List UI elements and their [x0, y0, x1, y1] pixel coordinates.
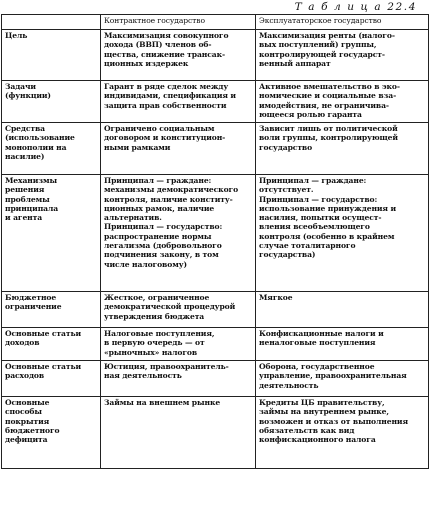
- exploit-cell: Оборона, государственное управление, правоохранительная деятельность: [256, 361, 429, 397]
- exploit-cell: Зависит лишь от политической воли группы, контролирующей государство: [256, 123, 429, 175]
- table-row-mechanisms: [2, 175, 429, 292]
- contract-cell: Займы на внешнем рынке: [101, 397, 256, 469]
- table-row-revenues: [2, 328, 429, 361]
- row-label: Основные способы покрытия бюджетного дефицита: [2, 397, 101, 469]
- header-cell-empty: [2, 15, 101, 30]
- row-label: Механизмы решения проблемы принципала и агента: [2, 175, 101, 292]
- row-label: Бюджетное ограничение: [2, 292, 101, 328]
- table-row-deficit-financing: [2, 397, 429, 469]
- table-row-means: [2, 123, 429, 175]
- header-cell-exploitative-state: Эксплуататорское государство: [256, 15, 429, 30]
- contract-cell: Ограничено социальным договором и конституцион- ными рамками: [101, 123, 256, 175]
- row-label: Цель: [2, 30, 101, 81]
- contract-cell: Жесткое, ограниченное демократической процедурой утверждения бюджета: [101, 292, 256, 328]
- header-cell-contract-state: Контрактное государство: [101, 15, 256, 30]
- contract-cell: Гарант в ряде сделок между индивидами, спецификация и защита прав собственности: [101, 81, 256, 123]
- contract-cell: Юстиция, правоохранитель- ная деятельность: [101, 361, 256, 397]
- contract-cell: Максимизация совокупного дохода (ВВП) членов об- щества, снижение трансак- ционных издержек: [101, 30, 256, 81]
- exploit-cell: Мягкое: [256, 292, 429, 328]
- table-row-tasks: [2, 81, 429, 123]
- exploit-cell: Максимизация ренты (налого- вых поступлений) группы, контролирующей государст- венный аппарат: [256, 30, 429, 81]
- table-row-budget-constraint: [2, 292, 429, 328]
- exploit-cell: Принципал — граждане: отсутствует. Принципал — государство: использование принуждения и насилия, попытки осущест- вления всеобъемлющего контроля (особенно в крайнем случае тоталитарного государства): [256, 175, 429, 292]
- row-label: Основные статьи доходов: [2, 328, 101, 361]
- table-header-row: [2, 15, 429, 30]
- exploit-cell: Кредиты ЦБ правительству, займы на внутреннем рынке, возможен и отказ от выполнения обязательств как вид конфискационного налога: [256, 397, 429, 469]
- exploit-cell: Конфискационные налоги и неналоговые поступления: [256, 328, 429, 361]
- comparison-table: [1, 14, 429, 469]
- contract-cell: Налоговые поступления, в первую очередь — от «рыночных» налогов: [101, 328, 256, 361]
- row-label: Средства (использование монополии на насилие): [2, 123, 101, 175]
- table-row-expenditures: [2, 361, 429, 397]
- row-label: Задачи (функции): [2, 81, 101, 123]
- row-label: Основные статьи расходов: [2, 361, 101, 397]
- contract-cell: Принципал — граждане: механизмы демократического контроля, наличие конститу- ционных рамок, наличие альтернатив. Принципал — государство: распространение нормы легализма (добровольного подчинения закону, в том числе налоговому): [101, 175, 256, 292]
- exploit-cell: Активное вмешательство в эко- номические и социальные вза- имодействия, не ограничива- ющееся ролью гаранта: [256, 81, 429, 123]
- table-caption: Т а б л и ц а 22.4: [294, 1, 417, 13]
- table-row-goal: [2, 30, 429, 81]
